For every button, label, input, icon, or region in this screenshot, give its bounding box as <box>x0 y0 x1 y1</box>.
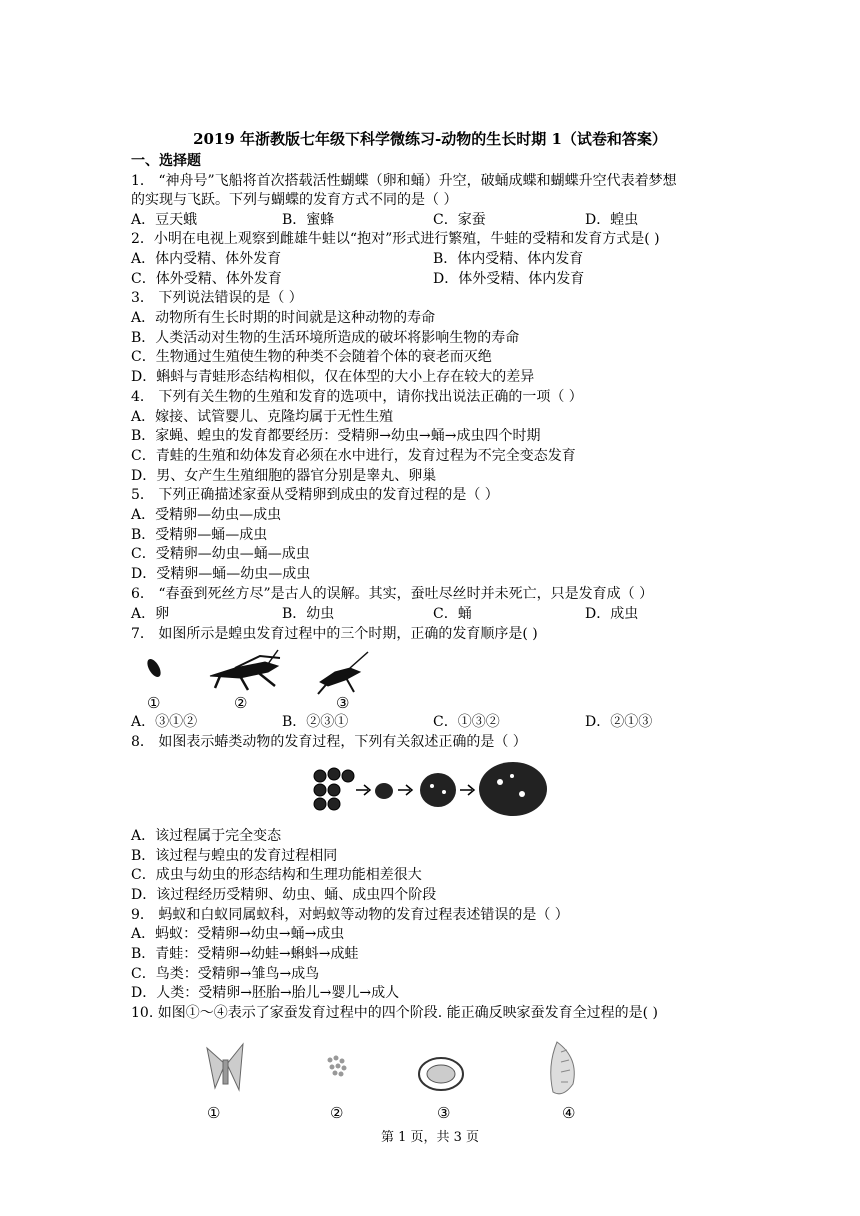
q9-option-b: B．青蛙：受精卵→幼蛙→蝌蚪→成蛙 <box>131 946 359 962</box>
question-5: 5． 下列正确描述家蚕从受精卵到成虫的发育过程的是（ ） <box>131 487 499 503</box>
page-title: 2019 年浙教版七年级下科学微练习-动物的生长时期 1（试卷和答案） <box>193 130 667 148</box>
q1-option-d: D．蝗虫 <box>585 212 639 228</box>
question-10: 10. 如图①～④表示了家蚕发育过程中的四个阶段. 能正确反映家蚕发育全过程的是( ) <box>131 1005 658 1021</box>
q4-option-c: C．青蛙的生殖和幼体发育必须在水中进行，发育过程为不完全变态发育 <box>131 448 576 464</box>
q8-option-b: B．该过程与蝗虫的发育过程相同 <box>131 848 338 864</box>
silkworm-label-4: ④ <box>562 1104 576 1122</box>
q2-option-c: C．体外受精、体外发育 <box>131 271 282 287</box>
bug-development-figure <box>308 758 553 820</box>
question-9: 9． 蚂蚁和白蚁同属蚁科，对蚂蚁等动物的发育过程表述错误的是（ ） <box>131 907 569 923</box>
question-4: 4． 下列有关生物的生殖和发育的选项中，请你找出说法正确的一项（ ） <box>131 389 583 405</box>
q3-option-a: A．动物所有生长时期的时间就是这种动物的寿命 <box>131 310 436 326</box>
q3-option-b: B．人类活动对生物的生活环境所造成的破坏将影响生物的寿命 <box>131 330 520 346</box>
q3-option-c: C．生物通过生殖使生物的种类不会随着个体的衰老而灭绝 <box>131 349 492 365</box>
question-7: 7． 如图所示是蝗虫发育过程中的三个时期，正确的发育顺序是( ) <box>131 626 538 642</box>
q5-option-a: A．受精卵—幼虫—成虫 <box>131 507 282 523</box>
q5-option-c: C．受精卵—幼虫—蛹—成虫 <box>131 546 310 562</box>
q1-option-b: B．蜜蜂 <box>282 212 335 228</box>
q4-option-a: A．嫁接、试管婴儿、克隆均属于无性生殖 <box>131 409 394 425</box>
q7-option-d: D．②①③ <box>585 714 653 730</box>
q8-option-a: A．该过程属于完全变态 <box>131 828 282 844</box>
figure-label-2: ② <box>234 694 248 712</box>
silkworm-label-3: ③ <box>437 1104 451 1122</box>
q8-option-c: C．成虫与幼虫的形态结构和生理功能相差很大 <box>131 867 422 883</box>
page-footer: 第 1 页，共 3 页 <box>380 1130 480 1145</box>
section-heading: 一、选择题 <box>131 153 201 169</box>
silkworm-stages-figure <box>195 1036 595 1104</box>
q4-option-d: D．男、女产生生殖细胞的器官分别是睾丸、卵巢 <box>131 468 437 484</box>
q6-option-b: B．幼虫 <box>282 606 335 622</box>
q1-option-a: A．豆天蛾 <box>131 212 198 228</box>
q2-option-b: B．体内受精、体内发育 <box>433 251 584 267</box>
q7-option-a: A．③①② <box>131 714 198 730</box>
q6-option-d: D．成虫 <box>585 606 639 622</box>
q3-option-d: D．蝌蚪与青蛙形态结构相似，仅在体型的大小上存在较大的差异 <box>131 369 535 385</box>
q7-option-c: C．①③② <box>433 714 500 730</box>
figure-label-1: ① <box>147 694 161 712</box>
question-2: 2．小明在电视上观察到雌雄牛蛙以“抱对”形式进行繁殖，牛蛙的受精和发育方式是( ) <box>131 231 660 247</box>
q6-option-a: A．卵 <box>131 606 170 622</box>
q9-option-d: D．人类：受精卵→胚胎→胎儿→婴儿→成人 <box>131 985 400 1001</box>
question-1-line-2: 的实现与飞跃。下列与蝴蝶的发育方式不同的是（ ） <box>131 192 458 208</box>
q1-option-c: C．家蚕 <box>433 212 486 228</box>
question-6: 6． “春蚕到死丝方尽”是古人的误解。其实，蚕吐尽丝时并未死亡，只是发育成（ ） <box>131 586 654 602</box>
q2-option-a: A．体内受精、体外发育 <box>131 251 282 267</box>
locust-stages-figure <box>140 646 380 696</box>
q4-option-b: B．家蝇、蝗虫的发育都要经历：受精卵→幼虫→蛹→成虫四个时期 <box>131 428 541 444</box>
silkworm-label-1: ① <box>207 1104 221 1122</box>
q8-option-d: D．该过程经历受精卵、幼虫、蛹、成虫四个阶段 <box>131 887 437 903</box>
q5-option-d: D．受精卵—蛹—幼虫—成虫 <box>131 566 311 582</box>
q5-option-b: B．受精卵—蛹—成虫 <box>131 527 268 543</box>
question-3: 3． 下列说法错误的是（ ） <box>131 290 303 306</box>
q7-option-b: B．②③① <box>282 714 349 730</box>
q2-option-d: D．体外受精、体内发育 <box>433 271 585 287</box>
question-8: 8． 如图表示蝽类动物的发育过程，下列有关叙述正确的是（ ） <box>131 734 527 750</box>
q6-option-c: C．蛹 <box>433 606 472 622</box>
figure-label-3: ③ <box>336 694 350 712</box>
question-1-line-1: 1． “神舟号”飞船将首次搭载活性蝴蝶（卵和蛹）升空，破蛹成蝶和蝴蝶升空代表着梦想 <box>131 173 677 189</box>
q9-option-c: C．鸟类：受精卵→雏鸟→成鸟 <box>131 966 320 982</box>
silkworm-label-2: ② <box>330 1104 344 1122</box>
q9-option-a: A．蚂蚁：受精卵→幼虫→蛹→成虫 <box>131 926 345 942</box>
